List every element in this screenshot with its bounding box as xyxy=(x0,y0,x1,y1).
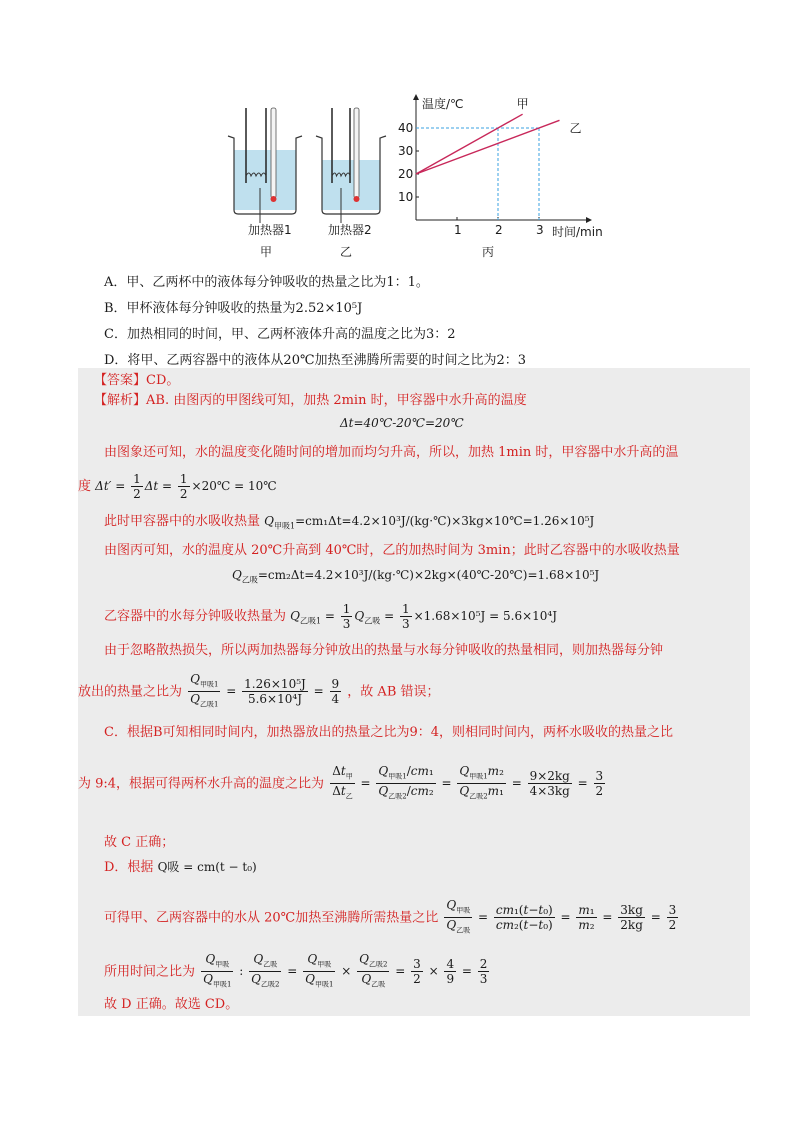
para-5: 乙容器中的水每分钟吸收热量为 xyxy=(104,609,287,624)
option-b: B．甲杯液体每分钟吸收的热量为2.52×10⁵J xyxy=(104,301,363,316)
eq-ten-degree: = 10℃ xyxy=(234,479,277,493)
y-tick-label: 10 xyxy=(398,190,414,204)
para-4: 由图丙可知，水的温度从 20℃升高到 40℃时，乙的加热时间为 3min；此时乙容器中的水吸收热量 xyxy=(104,543,680,558)
para-7-row xyxy=(78,672,440,712)
eq-heat-formula: Q吸 = cm(t − t₀) xyxy=(157,860,257,874)
graph-caption: 丙 xyxy=(482,245,495,259)
para-12-row xyxy=(104,898,680,938)
eq-delta-t: Δt=40℃-20℃=20℃ xyxy=(340,416,464,430)
eq-q-yi-row: $Q_{乙吸}=cm_2\Delta t=4.2\times 10^3J/(kg\cdot℃)\times 2kg\times(40℃-20℃)=1.68\times 10^5J$ xyxy=(232,568,600,585)
para-10: 故 C 正确； xyxy=(104,835,175,850)
beaker-yi xyxy=(316,108,386,223)
y-tick-label: 40 xyxy=(398,121,414,135)
eq-half-fraction: Δt′ = $\frac{1}{2}$ Δt = $\frac{1}{2}$ ×20℃ xyxy=(95,472,235,501)
eq-ratio-ab: $\frac{Q_{甲吸1}}{Q_{乙吸1}}$ = $\frac{\text{1.26×10⁵J}}{\text{5.6×10⁴J}}$ = $\frac{9}{4}$ xyxy=(190,672,340,709)
beaker-jia-caption: 甲 xyxy=(260,245,273,259)
para-2b-row xyxy=(78,472,277,501)
y-tick-label: 20 xyxy=(398,167,414,181)
series-label-jia: 甲 xyxy=(516,97,529,112)
eq-ratio-d2: $\frac{Q_{甲吸}}{Q_{甲吸1}}$ : $\frac{Q_{乙吸}}{Q_{乙吸2}}$ = $\frac{Q_{甲吸}}{Q_{甲吸1}}$ × $\frac{Q_{乙吸2}}{Q_{乙吸}}$ = $\frac{3}{2}$ × $\frac{4}{9}$ = $\frac{2}{3}$ xyxy=(203,952,488,989)
heater2-label: 加热器2 xyxy=(328,223,372,237)
para-6: 由于忽略散热损失，所以两加热器每分钟放出的热量与水每分钟吸收的热量相同，则加热器每分钟 xyxy=(104,643,664,658)
para-11: D．根据 xyxy=(104,860,154,875)
eq-ratio-c: $\frac{\Delta t_甲}{\Delta t_乙}$ = $\frac{Q_{甲吸1}/cm_1}{Q_{乙吸2}/cm_2}$ = $\frac{Q_{甲吸1}m_2}{Q_{乙吸2}m_1}$ = $\frac{9\times 2kg}{4\times 3kg}$ = $\frac{3}{2}$ xyxy=(332,764,604,801)
option-d: D．将甲、乙两容器中的液体从20℃加热至沸腾所需要的时间之比为2：3 xyxy=(104,353,527,368)
para-5-row: 乙容器中的水每分钟吸收热量为 $Q_{乙吸1}$ = $\frac{1}{3}$ $Q_{乙吸}$ = $\frac{1}{3}$ ×1.68×10⁵J = 5.6×10⁴J xyxy=(104,602,558,631)
series-line-jia xyxy=(416,114,523,174)
para-7b: ，故 AB 错误； xyxy=(347,684,440,700)
x-tick-label: 1 xyxy=(454,223,462,237)
para-2: 由图象还可知，水的温度变化随时间的增加而均匀升高，所以，加热 1min 时，甲容器中水升高的温 xyxy=(104,445,679,460)
x-axis-arrow xyxy=(586,217,592,223)
experiment-figure xyxy=(218,88,618,268)
analysis-head: 【解析】AB. 由图丙的甲图线可知，加热 2min 时，甲容器中水升高的温度 xyxy=(94,393,527,408)
para-13: 所用时间之比为 xyxy=(104,964,196,980)
para-11-row xyxy=(104,858,257,877)
y-tick-label: 30 xyxy=(398,144,414,158)
para-2b: 度 xyxy=(78,479,92,494)
eq-per-minute: ×1.68×10⁵J = 5.6×10⁴J xyxy=(413,609,558,623)
option-a: A．甲、乙两杯中的液体每分钟吸收的热量之比为1：1。 xyxy=(104,275,429,290)
eq-q-yi: =cm₂Δt=4.2×10³J/(kg·℃)×2kg×(40℃-20℃)=1.68×10⁵J xyxy=(257,568,600,582)
para-9: 为 9:4，根据可得两杯水升高的温度之比为 xyxy=(78,776,325,792)
temperature-graph xyxy=(398,94,603,259)
answer-options xyxy=(104,270,744,374)
figure-svg xyxy=(218,88,618,268)
para-9-row xyxy=(78,764,607,804)
para-8: C．根据B可知相同时间内，加热器放出的热量之比为9：4，则相同时间内，两杯水吸收的热量之比 xyxy=(104,725,674,740)
option-c: C．加热相同的时间，甲、乙两杯液体升高的温度之比为3：2 xyxy=(104,327,456,342)
eq-q-jia: =cm₁Δt=4.2×10³J/(kg·℃)×3kg×10℃=1.26×10⁵J xyxy=(295,514,595,528)
series-label-yi: 乙 xyxy=(569,121,582,136)
solution-panel xyxy=(78,368,750,1016)
answer-line: 【答案】CD。 xyxy=(94,373,180,388)
para-14: 故 D 正确。故选 CD。 xyxy=(104,997,239,1012)
heater1-label: 加热器1 xyxy=(248,223,292,237)
eq-ratio-d1: $\frac{Q_{甲吸}}{Q_{乙吸}}$ = $\frac{\text{cm₁(t−t₀)}}{\text{cm₂(t−t₀)}}$ = $\frac{\text{m₁}}{\text{m₂}}$ = $\frac{3kg}{2kg}$ = $\frac{3}{2}$ xyxy=(446,898,677,935)
para-7: 放出的热量之比为 xyxy=(78,684,183,700)
x-tick-label: 3 xyxy=(536,223,544,237)
para-13-row xyxy=(104,952,491,992)
y-axis-arrow xyxy=(413,94,419,100)
para-3: 此时甲容器中的水吸收热量 xyxy=(104,514,261,529)
para-3-row: 此时甲容器中的水吸收热量 $Q_{甲吸1}=cm_1\Delta t=4.2\times 10^3J/(kg\cdot℃)\times 3kg\times 10℃=1.26\times 10^5J$ xyxy=(104,514,595,531)
y-axis-label: 温度/℃ xyxy=(422,97,464,111)
beaker-yi-caption: 乙 xyxy=(340,245,353,259)
x-axis-label: 时间/min xyxy=(552,225,603,239)
beaker-jia xyxy=(228,108,302,223)
x-tick-label: 2 xyxy=(495,223,503,237)
para-12: 可得甲、乙两容器中的水从 20℃加热至沸腾所需热量之比 xyxy=(104,910,439,926)
